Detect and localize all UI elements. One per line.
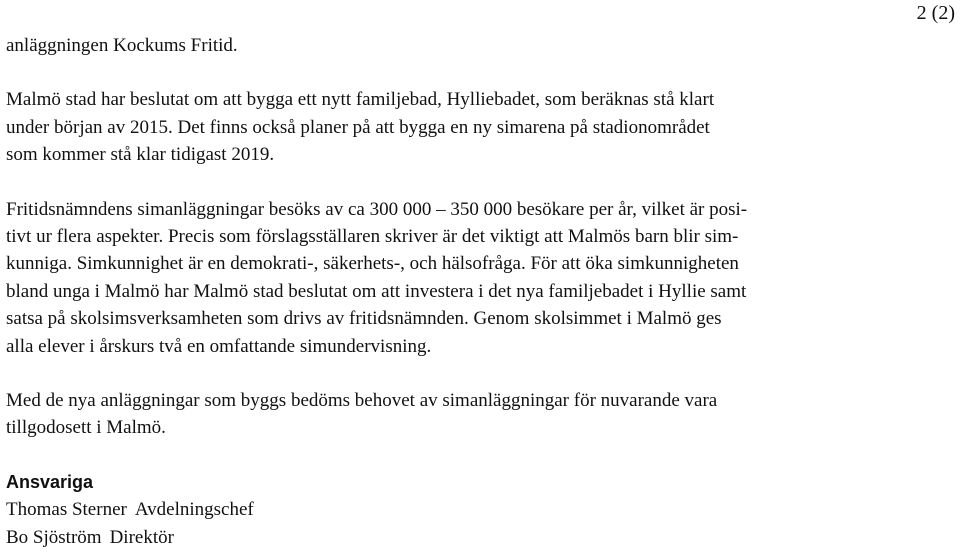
text-line: satsa på skolsimsverksamheten som drivs av fritidsnämnden. Genom skolsimmet i Malmö ges <box>6 308 722 330</box>
text-line: bland unga i Malmö har Malmö stad beslutat om att investera i det nya familjebadet i Hyllie samt <box>6 280 747 302</box>
responsible-person <box>6 496 896 524</box>
text-line: alla elever i årskurs två en omfattande simundervisning. <box>6 335 432 357</box>
responsible-heading: Ansvariga <box>6 471 94 492</box>
paragraph-3 <box>6 196 896 360</box>
text-line: Fritidsnämndens simanläggningar besöks av ca 300 000 – 350 000 besökare per år, vilket är posi- <box>6 198 748 220</box>
text-line: Med de nya anläggningar som byggs bedöms behovet av simanläggningar för nuvarande vara <box>6 390 718 412</box>
person-name: Bo Sjöström <box>6 526 102 548</box>
paragraph-spacer <box>6 59 896 86</box>
paragraph-1 <box>6 32 896 59</box>
person-role: Direktör <box>109 526 174 548</box>
text-line: tillgodosett i Malmö. <box>6 417 166 439</box>
document-body <box>6 32 896 552</box>
person-name: Thomas Sterner <box>6 498 127 520</box>
paragraph-2 <box>6 86 896 168</box>
text-line: Malmö stad har beslutat om att bygga ett nytt familjebad, Hylliebadet, som beräknas stå klart <box>6 89 715 111</box>
text-line: under början av 2015. Det finns också planer på att bygga en ny simarena på stadionområdet <box>6 116 710 138</box>
text-line: anläggningen Kockums Fritid. <box>6 35 238 56</box>
paragraph-spacer <box>6 442 896 469</box>
paragraph-4 <box>6 387 896 442</box>
paragraph-spacer <box>6 360 896 387</box>
person-role: Avdelningschef <box>134 498 254 520</box>
text-line: tivt ur flera aspekter. Precis som förslagsställaren skriver är det viktigt att Malmös barn blir sim- <box>6 226 739 248</box>
text-line: kunniga. Simkunnighet är en demokrati-, säkerhets-, och hälsofråga. För att öka simkunnigheten <box>6 253 739 275</box>
text-line: som kommer stå klar tidigast 2019. <box>6 144 275 166</box>
paragraph-spacer <box>6 169 896 196</box>
page-number: 2 (2) <box>916 2 955 24</box>
